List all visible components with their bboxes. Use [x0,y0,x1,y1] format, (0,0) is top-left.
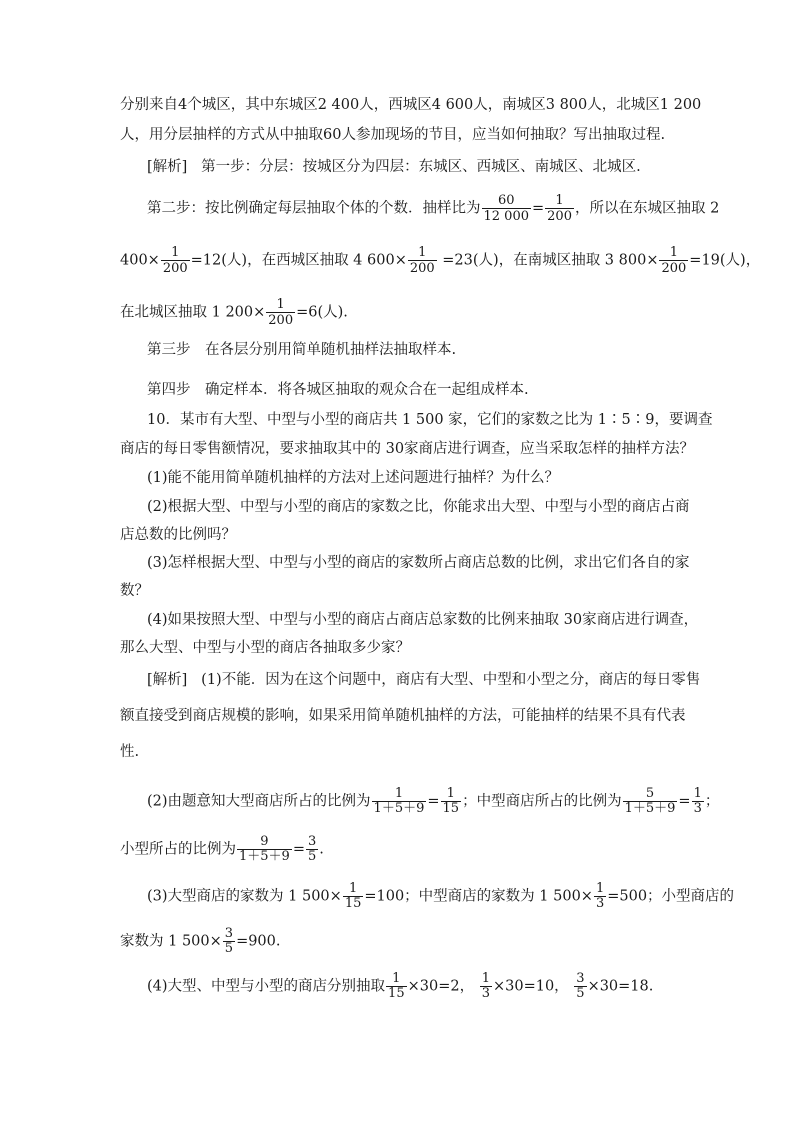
fraction-3-5 [574,972,586,1001]
fraction-denominator: 5 [307,849,317,864]
q10-line-2: 商店的每日零售额情况，要求抽取其中的 30家商店进行调查，应当采取怎样的抽样方法？ [120,441,695,457]
fraction-denominator: 5 [576,986,585,1001]
sol10-p2-a: (2)由题意知大型商店所占的比例为 [147,793,371,810]
analysis-tag: [解析] [147,159,188,175]
fraction-numerator: 1 [348,881,358,896]
fraction-3-5 [223,927,235,956]
sol10-p2-e: . [319,841,324,858]
sol10-p3-d: 家数为 1 500× [120,933,222,950]
sol10-p3-line2 [120,927,281,956]
fraction-denominator: 200 [661,261,687,276]
fraction-denominator: 5 [224,941,234,956]
fraction-denominator: 12 000 [483,209,529,224]
q10-line-4: (2)根据大型、中型与小型的商店的家数之比，你能求出大型、中型与小型的商店占商 [147,499,690,515]
fraction-1-200 [545,193,574,224]
sol9-l4-b: =6(人). [296,304,348,321]
fraction-1-200 [266,297,295,328]
analysis-tag: [解析] [147,672,188,688]
fraction-numerator: 1 [276,297,285,312]
fraction-1-15 [386,972,407,1001]
fraction-denominator: 200 [547,209,572,224]
sol10-p4-b: ×30=2， [407,978,475,995]
fraction-numerator: 1 [392,971,401,986]
sol10-p3-line1 [147,882,734,911]
q10-line-3: (1)能不能用简单随机抽样的方法对上述问题进行抽样？为什么？ [147,470,560,486]
q10-line-5: 店总数的比例吗？ [120,527,236,543]
sol9-step1-text: 第一步：分层：按城区分为四层：东城区、西城区、南城区、北城区. [201,159,641,175]
fraction-denominator: 15 [344,896,362,911]
fraction-numerator: 3 [307,834,317,849]
fraction-denominator: 1＋5＋9 [624,801,676,816]
sol10-p1-a-text: (1)不能．因为在这个问题中，商店有大型、中型和小型之分，商店的每日零售 [201,672,701,688]
q10-line-8: (4)如果按照大型、中型与小型的商店占商店总家数的比例来抽取 30家商店进行调查， [147,612,699,628]
sol10-p1-c: 性. [120,744,140,760]
sol10-p4-a: (4)大型、中型与小型的商店分别抽取 [147,978,386,995]
fraction-numerator: 9 [260,834,269,849]
sol9-l3-b: =12(人)，在西城区抽取 4 600× [190,252,407,269]
sol10-p2-line1 [147,787,719,816]
fraction-numerator: 1 [555,193,564,208]
fraction-denominator: 3 [481,986,490,1001]
sol9-line3 [120,245,760,276]
fraction-denominator: 3 [595,896,605,911]
fraction-9-over-sum [237,835,292,864]
sol9-step1 [147,157,641,177]
equals-sign: = [427,793,440,810]
sol9-l3-d: =19(人)， [689,252,761,269]
fraction-denominator: 1＋5＋9 [373,801,425,816]
fraction-numerator: 1 [171,245,180,260]
q10-line-6: (3)怎样根据大型、中型与小型的商店的家数所占商店总数的比例，求出它们各自的家 [147,555,690,571]
fraction-numerator: 1 [394,786,404,801]
sol10-p2-b: ；中型商店所占的比例为 [462,793,622,810]
fraction-numerator: 1 [481,971,490,986]
fraction-numerator: 1 [693,786,702,801]
sol9-l3-a: 400× [120,252,160,269]
fraction-denominator: 15 [442,801,460,816]
sol10-p3-c: =500；小型商店的 [607,888,735,905]
fraction-denominator: 200 [162,261,188,276]
fraction-denominator: 1＋5＋9 [239,849,290,864]
sol9-line4 [120,297,348,328]
fraction-5-over-sum [623,787,678,816]
sol10-p4-d: ×30=18. [587,978,654,995]
sol10-p3-e: =900. [236,933,281,950]
fraction-denominator: 200 [409,261,435,276]
fraction-denominator: 3 [693,801,702,816]
fraction-1-200 [408,245,437,276]
sol9-step2-text-a: 第二步：按比例确定每层抽取个体的个数．抽样比为 [147,200,481,217]
sol10-p2-d: 小型所占的比例为 [120,841,236,858]
sol10-p3-b: =100；中型商店的家数为 1 500× [364,888,593,905]
q10-line-9: 那么大型、中型与小型的商店各抽取多少家？ [120,640,410,656]
fraction-numerator: 3 [576,971,585,986]
fraction-1-3 [480,972,492,1001]
fraction-numerator: 1 [595,881,605,896]
equals-sign: = [678,793,691,810]
fraction-numerator: 1 [418,245,427,260]
fraction-denominator: 15 [388,986,405,1001]
sol10-p4 [147,972,653,1001]
intro-line-1: 分别来自4个城区，其中东城区2 400人，西城区4 600人，南城区3 800人，北城区1 200 [120,97,702,113]
fraction-1-3 [692,787,704,816]
sol9-l4-a: 在北城区抽取 1 200× [120,304,266,321]
intro-line-2: 人，用分层抽样的方式从中抽取60人参加现场的节目，应当如何抽取？写出抽取过程. [120,127,666,143]
sol10-p1-a [147,670,700,690]
sol10-p3-a: (3)大型商店的家数为 1 500× [147,888,342,905]
fraction-1-15 [441,787,462,816]
fraction-1-3 [594,882,606,911]
sol9-step2 [147,193,719,224]
sol10-p1-b: 额直接受到商店规模的影响，如果采用简单随机抽样的方法，可能抽样的结果不具有代表 [120,708,686,724]
fraction-60-12000 [482,193,532,224]
fraction-numerator: 3 [224,926,234,941]
sol9-step2-text-b: ，所以在东城区抽取 2 [574,200,720,217]
equals-sign: = [532,200,545,217]
fraction-1-200 [659,245,688,276]
sol10-p4-c: ×30=10， [492,978,569,995]
fraction-1-15 [343,882,364,911]
fraction-numerator: 1 [669,245,679,260]
q10-line-1: 10．某市有大型、中型与小型的商店共 1 500 家，它们的家数之比为 1∶5∶9，要调查 [147,412,713,428]
fraction-1-over-sum [372,787,427,816]
fraction-numerator: 1 [446,786,455,801]
equals-sign: = [292,841,305,858]
fraction-numerator: 5 [645,786,655,801]
q10-line-7: 数？ [120,583,149,599]
sol9-step4: 第四步 确定样本．将各城区抽取的观众合在一起组成样本. [147,382,529,398]
fraction-numerator: 60 [497,193,515,208]
fraction-3-5 [306,835,318,864]
sol9-l3-c: =23(人)，在南城区抽取 3 800× [442,252,659,269]
sol10-p2-c: ； [704,793,720,810]
sol9-step3: 第三步 在各层分别用简单随机抽样法抽取样本. [147,342,457,358]
fraction-denominator: 200 [268,313,294,328]
fraction-1-200 [161,245,190,276]
sol10-p2-line2 [120,835,324,864]
